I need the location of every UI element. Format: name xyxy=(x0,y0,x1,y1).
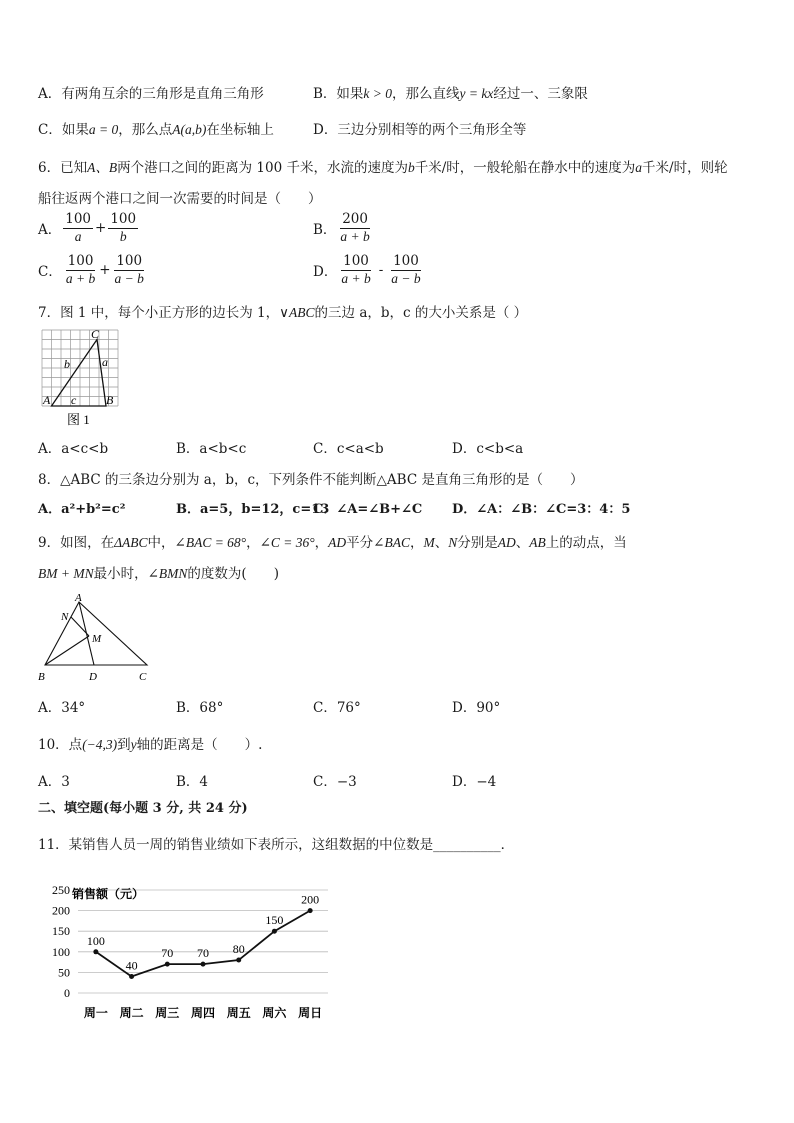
data-label: 70 xyxy=(161,946,174,961)
q6-stem-line1: 6．已知A、B两个港口之间的距离为 100 千米，水流的速度为b千米/时，一般轮船在静水中的速度为a千米/时，则轮 xyxy=(38,160,728,176)
label-C: C xyxy=(139,671,147,683)
data-label: 100 xyxy=(86,933,105,948)
q10-option-d: D．−4 xyxy=(452,774,497,790)
chart-x-ticks xyxy=(84,1005,322,1020)
label-C: C xyxy=(91,327,100,341)
figure-caption: 图 1 xyxy=(67,412,90,427)
q6-option-c: C． $\frac{100}{a + b}$ + $\frac{100}{a - b}$ xyxy=(38,253,144,286)
data-point xyxy=(93,949,98,954)
q10-option-a: A．3 xyxy=(38,774,70,790)
x-tick-label: 周日 xyxy=(298,1006,323,1020)
q5-option-a: A．有两角互余的三角形是直角三角形 xyxy=(38,86,264,102)
chart-y-ticks xyxy=(52,883,70,1000)
q8-option-d: D．∠A：∠B：∠C=3：4：5 xyxy=(452,502,631,517)
data-point xyxy=(129,974,134,979)
x-tick-label: 周三 xyxy=(155,1006,180,1020)
q7-option-a: A．a<c<b xyxy=(38,441,109,457)
sales-line-chart xyxy=(40,878,340,1028)
x-tick-label: 周四 xyxy=(190,1006,216,1020)
q6-option-b: B． $\frac{200}{a + b}$ xyxy=(313,211,370,244)
x-tick-label: 周五 xyxy=(226,1006,251,1020)
x-tick-label: 周六 xyxy=(262,1006,287,1020)
x-tick-label: 周一 xyxy=(83,1006,108,1020)
y-tick-label: 200 xyxy=(52,903,70,918)
q10-option-b: B．4 xyxy=(176,774,209,790)
q7-option-d: D．c<b<a xyxy=(452,441,524,457)
q9-option-a: A．34° xyxy=(38,700,86,716)
q8-option-b: B．a=5，b=12，c=13 xyxy=(176,502,330,517)
q11-stem: 11．某销售人员一周的销售业绩如下表所示，这组数据的中位数是__________． xyxy=(38,837,515,853)
label-A: A xyxy=(75,592,82,604)
q7-stem: 7．图 1 中，每个小正方形的边长为 1，∨ABC的三边 a，b，c 的大小关系是（ ） xyxy=(38,305,528,321)
q9-option-b: B．68° xyxy=(176,700,224,716)
y-tick-label: 150 xyxy=(52,924,70,939)
data-point xyxy=(308,908,313,913)
x-tick-label: 周二 xyxy=(119,1006,144,1020)
q8-stem: 8．△ABC 的三条边分别为 a，b，c，下列条件不能判断△ABC 是直角三角形的是（ ） xyxy=(38,472,584,488)
y-tick-label: 50 xyxy=(58,965,70,980)
data-label: 40 xyxy=(125,958,138,973)
y-tick-label: 250 xyxy=(52,883,70,897)
data-label: 150 xyxy=(265,913,284,928)
label-c: c xyxy=(71,393,77,407)
label-N: N xyxy=(61,611,69,623)
q7-option-b: B．a<b<c xyxy=(176,441,247,457)
data-point xyxy=(201,962,206,967)
q8-option-c: C．∠A=∠B+∠C xyxy=(313,502,423,517)
label-B: B xyxy=(106,393,114,407)
section-title: 二、填空题(每小题 3 分, 共 24 分) xyxy=(38,801,248,816)
segment-mn xyxy=(71,617,89,636)
label-B: B xyxy=(38,671,45,683)
data-point xyxy=(236,958,241,963)
triangle-abc xyxy=(52,340,107,407)
data-label: 200 xyxy=(301,892,320,907)
label-a: a xyxy=(102,355,108,369)
data-point xyxy=(272,929,277,934)
label-M: M xyxy=(92,633,102,645)
q7-grid-figure xyxy=(38,326,128,428)
q7-option-c: C．c<a<b xyxy=(313,441,384,457)
y-tick-label: 100 xyxy=(52,944,70,959)
q5-option-d: D．三边分别相等的两个三角形全等 xyxy=(313,122,527,138)
q8-option-a: A．a²+b²=c² xyxy=(38,502,126,517)
q9-triangle-figure xyxy=(34,590,159,685)
q9-stem-line1: 9．如图，在ΔABC中，∠BAC = 68°，∠C = 36°，AD平分∠BAC，M、N分别是AD、AB上的动点，当 xyxy=(38,535,627,551)
q6-option-d: D． $\frac{100}{a + b}$ - $\frac{100}{a - b}$ xyxy=(313,253,421,286)
q5-option-b: B．如果k > 0，那么直线y = kx经过一、三象限 xyxy=(313,86,588,102)
q6-stem-line2: 船往返两个港口之间一次需要的时间是（ ） xyxy=(38,191,322,207)
q10-stem: 10．点(−4,3)到y轴的距离是（ ）. xyxy=(38,737,263,753)
q9-option-c: C．76° xyxy=(313,700,361,716)
segment-bm xyxy=(45,636,89,665)
chart-title: 销售额（元） xyxy=(72,887,145,901)
q9-option-d: D．90° xyxy=(452,700,501,716)
y-tick-label: 0 xyxy=(64,986,70,1000)
q9-stem-line2: BM + MN最小时，∠BMN的度数为( ) xyxy=(38,566,279,582)
data-label: 70 xyxy=(197,946,209,961)
chart-data-labels xyxy=(87,893,319,973)
chart-grid xyxy=(78,890,328,993)
q6-option-a: A． $\frac{100}{a}$ + $\frac{100}{b}$ xyxy=(38,211,137,244)
data-label: 80 xyxy=(232,942,245,957)
q10-option-c: C．−3 xyxy=(313,774,357,790)
q5-option-c: C．如果a = 0，那么点A(a,b)在坐标轴上 xyxy=(38,122,274,138)
label-D: D xyxy=(89,671,97,683)
label-A: A xyxy=(43,393,51,407)
label-b: b xyxy=(64,357,70,371)
data-point xyxy=(165,962,170,967)
